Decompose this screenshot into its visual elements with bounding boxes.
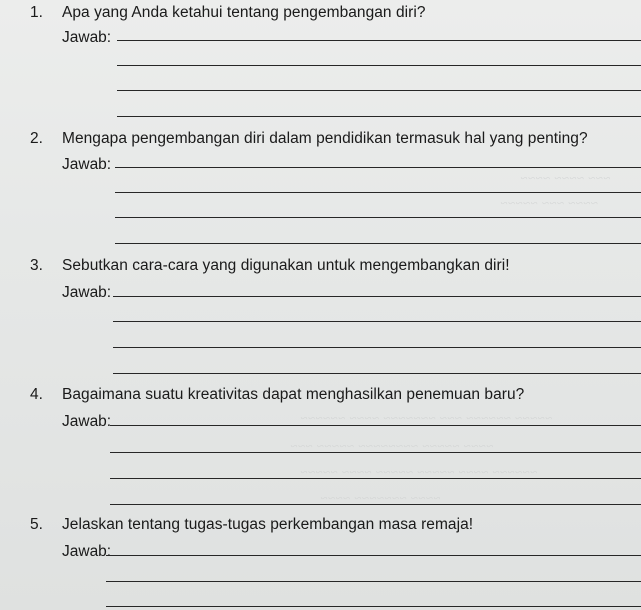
show-through-texture: ~~~~ ~~~ ~~~~~ xyxy=(500,195,598,210)
answer-line[interactable] xyxy=(110,425,641,426)
question-text: Apa yang Anda ketahui tentang pengembangan diri? xyxy=(62,4,426,21)
question-number: 4. xyxy=(30,386,44,403)
question-text: Sebutkan cara-cara yang digunakan untuk mengembangkan diri! xyxy=(62,257,510,274)
question-4 xyxy=(30,386,524,404)
question-text: Bagaimana suatu kreativitas dapat menghasilkan penemuan baru? xyxy=(62,386,525,403)
show-through-texture: ~~~~ ~~~~~~~ ~~~~ xyxy=(320,490,441,505)
answer-line[interactable] xyxy=(106,581,641,582)
answer-line[interactable] xyxy=(110,478,641,479)
answer-line[interactable] xyxy=(113,373,641,374)
question-number: 2. xyxy=(30,130,44,147)
answer-label-2: Jawab: xyxy=(62,156,112,173)
show-through-texture: ~~~~~ ~~~~~~ ~~~ ~~~~~~~ ~~~~ ~~~~~~ xyxy=(300,410,553,425)
answer-line[interactable] xyxy=(113,347,641,348)
answer-label-5: Jawab: xyxy=(62,543,112,560)
answer-label-1: Jawab: xyxy=(62,29,112,46)
answer-line[interactable] xyxy=(115,243,641,244)
question-number: 1. xyxy=(30,4,44,21)
answer-line[interactable] xyxy=(117,65,641,66)
question-text: Jelaskan tentang tugas-tugas perkembangan masa remaja! xyxy=(62,516,474,533)
answer-line[interactable] xyxy=(113,321,641,322)
question-3 xyxy=(30,257,510,275)
answer-line[interactable] xyxy=(117,40,641,41)
show-through-texture: ~~~ ~~~~ ~~~~ xyxy=(520,170,611,185)
question-text: Mengapa pengembangan diri dalam pendidikan termasuk hal yang penting? xyxy=(62,130,588,147)
answer-line[interactable] xyxy=(110,452,641,453)
answer-line[interactable] xyxy=(106,555,641,556)
question-2 xyxy=(30,130,588,148)
question-number: 5. xyxy=(30,516,44,533)
answer-line[interactable] xyxy=(106,606,641,607)
answer-line[interactable] xyxy=(117,116,641,117)
answer-line[interactable] xyxy=(113,296,641,297)
answer-label-4: Jawab: xyxy=(62,413,112,430)
answer-line[interactable] xyxy=(117,90,641,91)
question-1 xyxy=(30,4,426,22)
answer-line[interactable] xyxy=(110,504,641,505)
answer-line[interactable] xyxy=(115,167,641,168)
show-through-texture: ~~~~~~ ~~~~ ~~~~~ ~~~~~ ~~~~ ~~~~~ xyxy=(300,464,538,479)
show-through-texture: ~~~~ ~~~~~ ~~~~~~~~ ~~~~~ ~~~ xyxy=(290,438,494,453)
answer-label-3: Jawab: xyxy=(62,284,112,301)
answer-line[interactable] xyxy=(115,192,641,193)
question-number: 3. xyxy=(30,257,44,274)
question-5 xyxy=(30,516,473,534)
answer-line[interactable] xyxy=(115,217,641,218)
